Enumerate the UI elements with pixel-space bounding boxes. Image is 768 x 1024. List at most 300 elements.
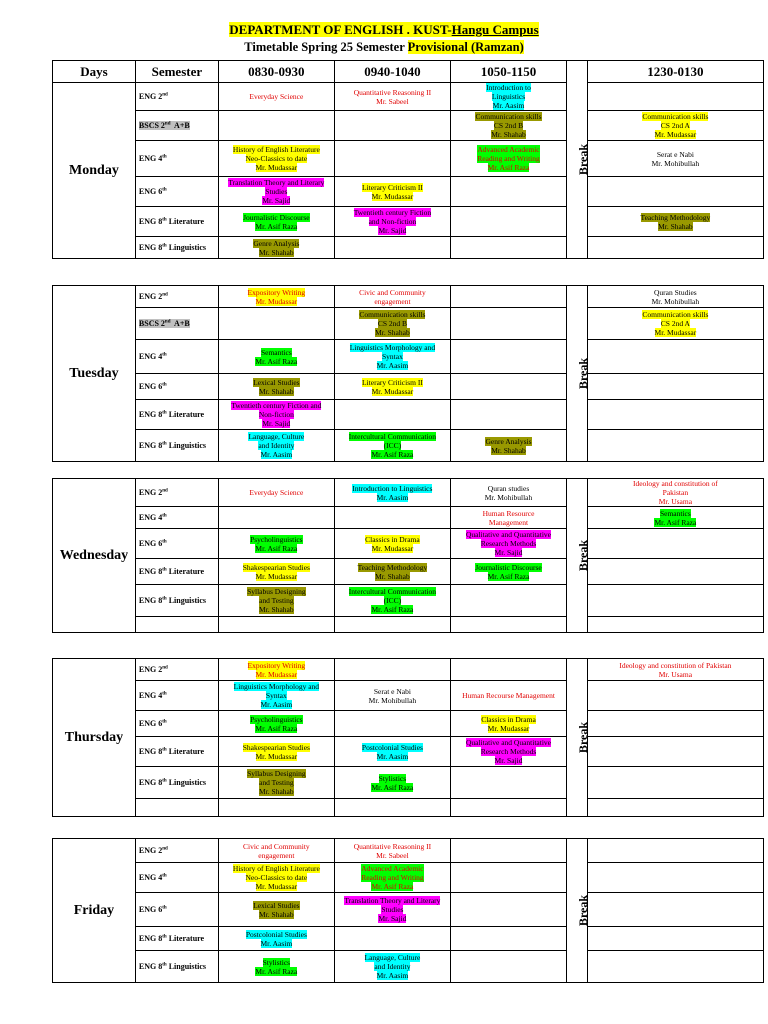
- instructor-name: Mr. Sajid: [494, 548, 523, 557]
- course-name: Human Resource: [482, 508, 535, 518]
- class-slot: [587, 559, 763, 585]
- semester-label: [135, 927, 218, 951]
- semester-label: [135, 767, 218, 799]
- semester-code: ENG 4: [138, 352, 163, 361]
- semester-track: Linguistics: [166, 243, 207, 252]
- course-name: Communication skills: [359, 310, 426, 319]
- class-slot: [334, 308, 450, 340]
- instructor-name: Mr. Mudassar: [255, 296, 298, 306]
- course-name: Civic and Community: [243, 841, 310, 851]
- course-name: Intercultural Communication: [348, 432, 437, 441]
- class-slot: [334, 141, 450, 177]
- course-name: Psycholinguistics: [250, 714, 303, 724]
- column-header-s2: 0940-1040: [334, 61, 450, 83]
- class-slot: [218, 893, 334, 927]
- semester-ordinal: th: [162, 691, 167, 697]
- instructor-name: Mr. Mudassar: [255, 571, 298, 581]
- class-slot: [218, 799, 334, 817]
- course-name: Reading and Writing: [361, 873, 424, 882]
- semester-track: A+B: [170, 121, 190, 130]
- instructor-name: Mr. Aasim: [376, 971, 409, 980]
- course-name: Postcolonial Studies: [245, 929, 307, 939]
- semester-label: [135, 951, 218, 983]
- timetable-tuesday: [52, 285, 764, 462]
- class-slot: [587, 711, 763, 737]
- course-name: Psycholinguistics: [250, 534, 303, 544]
- semester-text: [139, 382, 167, 391]
- class-slot: [450, 839, 566, 863]
- day-label: Friday: [53, 839, 136, 983]
- class-slot: [587, 585, 763, 617]
- course-name: Stylistics: [378, 773, 407, 783]
- semester-track: A+B: [170, 319, 190, 328]
- semester-code: ENG 6: [138, 539, 163, 548]
- class-slot: [587, 839, 763, 863]
- semester-label: [135, 617, 218, 633]
- semester-ordinal: th: [162, 778, 167, 784]
- class-slot: [587, 617, 763, 633]
- class-slot: [450, 400, 566, 430]
- course-name: Linguistics Morphology and: [349, 343, 436, 352]
- table-row: [53, 839, 764, 863]
- table-row: [53, 711, 764, 737]
- instructor-name: Mr. Mudassar: [255, 163, 298, 172]
- class-slot: [587, 681, 763, 711]
- break-column: [567, 659, 591, 817]
- semester-code: ENG 4: [138, 154, 163, 163]
- timetable-title: Timetable Spring 25 Semester: [244, 40, 408, 54]
- class-slot: [334, 737, 450, 767]
- class-slot: [334, 207, 450, 237]
- table-row: [53, 737, 764, 767]
- instructor-name: Mr. Asif Raza: [487, 571, 530, 581]
- class-slot: [334, 711, 450, 737]
- instructor-name: Mr. Aasim: [376, 361, 409, 370]
- semester-ordinal: nd: [162, 292, 168, 298]
- course-name: engagement: [258, 850, 295, 860]
- class-slot: [450, 585, 566, 617]
- semester-text: [139, 488, 168, 497]
- course-name: Advanced Academic: [361, 864, 424, 873]
- semester-ordinal: th: [162, 154, 167, 160]
- semester-code: ENG 2: [138, 846, 163, 855]
- semester-code: ENG 8: [138, 567, 163, 576]
- instructor-name: Mr. Mudassar: [371, 386, 414, 396]
- semester-code: ENG 2: [138, 488, 163, 497]
- course-name: Communication skills: [642, 310, 709, 319]
- instructor-name: Mr. Mohibullah: [651, 296, 700, 306]
- semester-ordinal: th: [162, 747, 167, 753]
- break-column: [567, 479, 591, 633]
- instructor-name: Mr. Usama: [658, 497, 693, 506]
- department-title: DEPARTMENT OF ENGLISH . KUST-: [229, 22, 452, 37]
- semester-ordinal: th: [162, 187, 167, 193]
- instructor-name: Mr. Shahab: [259, 605, 294, 614]
- campus-title: Hangu Campus: [451, 22, 539, 37]
- instructor-name: Mr. Asif Raza: [371, 450, 414, 459]
- course-name: Management: [488, 517, 529, 527]
- semester-text: [139, 292, 168, 301]
- table-row: [53, 340, 764, 374]
- course-name: Intercultural Communication: [348, 587, 437, 596]
- course-name: Stylistics: [262, 957, 291, 967]
- table-row: [53, 893, 764, 927]
- day-label: Monday: [53, 83, 136, 259]
- course-name: and Identity: [258, 441, 295, 450]
- instructor-name: Mr. Sabeel: [376, 850, 409, 860]
- day-label: Wednesday: [53, 479, 136, 633]
- break-label: Break: [576, 143, 591, 176]
- class-slot: [450, 141, 566, 177]
- semester-code: BSCS 2: [138, 319, 165, 328]
- class-slot: [218, 737, 334, 767]
- course-name: Journalistic Discourse: [243, 212, 310, 222]
- break-column: [567, 839, 591, 983]
- class-slot: [450, 951, 566, 983]
- class-slot: [218, 863, 334, 893]
- semester-label: [135, 237, 218, 259]
- instructor-name: Mr. Asif Raza: [255, 966, 298, 976]
- semester-label: [135, 559, 218, 585]
- semester-code: ENG 6: [138, 905, 163, 914]
- semester-text: [139, 187, 167, 196]
- course-name: Qualitative and Quantitative: [466, 530, 551, 539]
- class-slot: [587, 951, 763, 983]
- class-slot: [218, 207, 334, 237]
- semester-label: [135, 681, 218, 711]
- class-slot: [587, 507, 763, 529]
- course-name: Pakistan: [662, 488, 689, 497]
- break-label: Break: [576, 539, 591, 572]
- class-slot: [587, 799, 763, 817]
- semester-text: [139, 410, 204, 419]
- semester-ordinal: th: [162, 217, 167, 223]
- course-name: Everyday Science: [249, 92, 304, 101]
- course-name: Studies: [381, 905, 404, 914]
- semester-text: [139, 719, 167, 728]
- semester-label: [135, 177, 218, 207]
- table-row: [53, 83, 764, 111]
- class-slot: [450, 559, 566, 585]
- semester-label: [135, 340, 218, 374]
- course-name: Lexical Studies: [253, 377, 300, 387]
- table-row: [53, 617, 764, 633]
- instructor-name: Mr. Shahab: [259, 247, 294, 257]
- semester-track: Literature: [166, 567, 205, 576]
- semester-label: [135, 711, 218, 737]
- class-slot: [218, 340, 334, 374]
- instructor-name: Mr. Mohibullah: [651, 158, 700, 168]
- semester-label: [135, 308, 218, 340]
- course-name: Everyday Science: [249, 488, 304, 497]
- semester-label: [135, 863, 218, 893]
- table-row: [53, 479, 764, 507]
- timetable-thursday: [52, 658, 764, 817]
- class-slot: [450, 286, 566, 308]
- table-row: [53, 529, 764, 559]
- class-slot: [450, 83, 566, 111]
- class-slot: [334, 529, 450, 559]
- course-name: Research Methods: [480, 539, 537, 548]
- instructor-name: Mr. Shahab: [259, 909, 294, 919]
- class-slot: [218, 767, 334, 799]
- instructor-name: Mr. Usama: [658, 669, 693, 679]
- table-row: [53, 308, 764, 340]
- instructor-name: Mr. Asif Raza: [371, 882, 414, 891]
- instructor-name: Mr. Asif Raza: [255, 723, 298, 733]
- semester-code: ENG 8: [138, 962, 163, 971]
- semester-text: [139, 154, 167, 163]
- semester-code: ENG 4: [138, 691, 163, 700]
- table-row: [53, 507, 764, 529]
- class-slot: [587, 340, 763, 374]
- class-slot: [450, 711, 566, 737]
- class-slot: [450, 479, 566, 507]
- course-name: Shakespearian Studies: [242, 562, 310, 572]
- course-name: (ICC): [383, 441, 402, 450]
- semester-track: Linguistics: [166, 778, 207, 787]
- class-slot: [218, 711, 334, 737]
- class-slot: [450, 799, 566, 817]
- class-slot: [334, 681, 450, 711]
- class-slot: [450, 430, 566, 462]
- class-slot: [587, 767, 763, 799]
- class-slot: [450, 863, 566, 893]
- course-name: Syntax: [265, 691, 287, 700]
- class-slot: [334, 839, 450, 863]
- semester-ordinal: nd: [164, 319, 171, 325]
- table-row: [53, 585, 764, 617]
- table-row: [53, 207, 764, 237]
- class-slot: [587, 177, 763, 207]
- course-name: (ICC): [383, 596, 402, 605]
- class-slot: [587, 863, 763, 893]
- class-slot: [218, 237, 334, 259]
- semester-ordinal: th: [162, 934, 167, 940]
- class-slot: [450, 374, 566, 400]
- instructor-name: Mr. Sajid: [262, 419, 291, 428]
- semester-label: [135, 111, 218, 141]
- course-name: Teaching Methodology: [357, 562, 428, 572]
- provisional-label: Provisional (Ramzan): [407, 40, 524, 54]
- class-slot: [450, 529, 566, 559]
- course-name: Literary Criticism II: [362, 377, 423, 387]
- class-slot: [218, 617, 334, 633]
- class-slot: [334, 83, 450, 111]
- table-row: [53, 927, 764, 951]
- day-label: Thursday: [53, 659, 136, 817]
- course-name: and Testing: [259, 778, 294, 787]
- instructor-name: Mr. Mudassar: [487, 723, 530, 733]
- semester-text: [139, 92, 168, 101]
- semester-text: [139, 539, 167, 548]
- semester-ordinal: th: [162, 243, 167, 249]
- semester-text: [139, 665, 168, 674]
- column-header-s3: 1050-1150: [450, 61, 566, 83]
- semester-ordinal: th: [162, 719, 167, 725]
- timetable-wednesday: [52, 478, 764, 633]
- course-name: Postcolonial Studies: [361, 742, 423, 752]
- class-slot: [334, 479, 450, 507]
- course-name: engagement: [374, 296, 411, 306]
- class-slot: [334, 659, 450, 681]
- table-row: [53, 559, 764, 585]
- semester-label: [135, 659, 218, 681]
- class-slot: [218, 659, 334, 681]
- class-slot: [587, 529, 763, 559]
- course-name: Semantics: [260, 347, 292, 357]
- course-name: Studies: [265, 187, 288, 196]
- semester-label: [135, 893, 218, 927]
- semester-text: [139, 962, 206, 971]
- semester-label: [135, 400, 218, 430]
- class-slot: [218, 177, 334, 207]
- course-name: Twentieth century Fiction and: [231, 401, 322, 410]
- instructor-name: Mr. Shahab: [491, 130, 526, 139]
- instructor-name: Mr. Aasim: [376, 751, 409, 761]
- class-slot: [334, 893, 450, 927]
- class-slot: [334, 799, 450, 817]
- instructor-name: Mr. Asif Raza: [371, 605, 414, 614]
- table-row: [53, 141, 764, 177]
- semester-ordinal: th: [162, 596, 167, 602]
- class-slot: [450, 111, 566, 141]
- semester-ordinal: th: [162, 905, 167, 911]
- course-name: Linguistics Morphology and: [233, 682, 320, 691]
- semester-ordinal: th: [162, 873, 167, 879]
- course-name: Translation Theory and Literary: [228, 178, 325, 187]
- semester-code: ENG 6: [138, 382, 163, 391]
- course-name: Expository Writing: [247, 287, 306, 297]
- class-slot: [450, 659, 566, 681]
- semester-label: [135, 374, 218, 400]
- semester-code: ENG 2: [138, 292, 163, 301]
- semester-code: ENG 4: [138, 873, 163, 882]
- course-name: Twentieth century Fiction: [353, 208, 432, 217]
- instructor-name: Mr. Mudassar: [654, 130, 697, 139]
- course-name: Semantics: [659, 508, 691, 518]
- instructor-name: Mr. Aasim: [260, 450, 293, 459]
- class-slot: [218, 585, 334, 617]
- course-name: and Identity: [374, 962, 411, 971]
- semester-code: ENG 8: [138, 243, 163, 252]
- class-slot: [587, 374, 763, 400]
- course-name: History of English Literature: [232, 864, 320, 873]
- semester-text: [139, 217, 204, 226]
- instructor-name: Mr. Mudassar: [371, 543, 414, 553]
- class-slot: [334, 111, 450, 141]
- class-slot: [218, 83, 334, 111]
- course-name: Genre Analysis: [485, 436, 532, 446]
- column-header-semester: Semester: [135, 61, 218, 83]
- course-name: CS 2nd A: [660, 121, 690, 130]
- instructor-name: Mr. Shahab: [658, 221, 693, 231]
- course-name: Reading and Writing: [477, 154, 540, 163]
- instructor-name: Mr. Aasim: [260, 938, 293, 948]
- class-slot: [450, 617, 566, 633]
- instructor-name: Mr. Sajid: [262, 196, 291, 205]
- course-name: Classics in Drama: [365, 534, 420, 544]
- semester-text: [139, 747, 204, 756]
- timetable-friday: [52, 838, 764, 983]
- semester-label: [135, 430, 218, 462]
- table-row: [53, 374, 764, 400]
- instructor-name: Mr. Shahab: [259, 386, 294, 396]
- class-slot: [587, 479, 763, 507]
- instructor-name: Mr. Mudassar: [255, 669, 298, 679]
- table-row: [53, 767, 764, 799]
- column-header-s1: 0830-0930: [218, 61, 334, 83]
- course-name: and Testing: [259, 596, 294, 605]
- break-column: [567, 61, 591, 259]
- semester-text: [139, 691, 167, 700]
- course-name: Syllabus Designing: [247, 769, 306, 778]
- break-label: Break: [576, 357, 591, 390]
- instructor-name: Mr. Mohibullah: [484, 492, 533, 502]
- class-slot: [587, 659, 763, 681]
- course-name: Quran Studies: [654, 287, 697, 297]
- instructor-name: Mr. Asif Raza: [255, 221, 298, 231]
- class-slot: [334, 507, 450, 529]
- class-slot: [587, 400, 763, 430]
- instructor-name: Mr. Asif Raza: [371, 782, 414, 792]
- semester-track: Literature: [166, 410, 205, 419]
- class-slot: [450, 340, 566, 374]
- class-slot: [218, 286, 334, 308]
- course-name: Neo-Classics to date: [245, 873, 308, 882]
- course-name: Advanced Academic: [477, 145, 540, 154]
- semester-ordinal: th: [162, 539, 167, 545]
- course-name: Communication skills: [475, 112, 542, 121]
- semester-ordinal: th: [162, 513, 167, 519]
- semester-track: Linguistics: [166, 441, 207, 450]
- class-slot: [334, 430, 450, 462]
- course-name: Syllabus Designing: [247, 587, 306, 596]
- class-slot: [334, 374, 450, 400]
- course-name: Non-fiction: [258, 410, 294, 419]
- class-slot: [334, 767, 450, 799]
- break-column: [567, 286, 591, 462]
- semester-code: ENG 8: [138, 441, 163, 450]
- instructor-name: Mr. Shahab: [259, 787, 294, 796]
- column-header-s4: 1230-0130: [587, 61, 763, 83]
- class-slot: [587, 83, 763, 111]
- class-slot: [218, 681, 334, 711]
- semester-text: [139, 596, 206, 605]
- course-name: Literary Criticism II: [362, 182, 423, 192]
- class-slot: [587, 737, 763, 767]
- instructor-name: Mr. Asif Raza: [255, 356, 298, 366]
- instructor-name: Mr. Sajid: [378, 226, 407, 235]
- class-slot: [334, 177, 450, 207]
- semester-label: [135, 479, 218, 507]
- title-line-2: [0, 40, 768, 55]
- class-slot: [218, 507, 334, 529]
- semester-label: [135, 141, 218, 177]
- class-slot: [450, 893, 566, 927]
- semester-ordinal: th: [162, 410, 167, 416]
- class-slot: [587, 927, 763, 951]
- class-slot: [218, 141, 334, 177]
- class-slot: [587, 893, 763, 927]
- course-name: Ideology and constitution of: [632, 479, 718, 488]
- class-slot: [587, 141, 763, 177]
- timetable-monday: [52, 60, 764, 259]
- semester-code: ENG 2: [138, 92, 163, 101]
- break-label: Break: [576, 721, 591, 754]
- table-row: [53, 659, 764, 681]
- semester-code: BSCS 2: [138, 121, 165, 130]
